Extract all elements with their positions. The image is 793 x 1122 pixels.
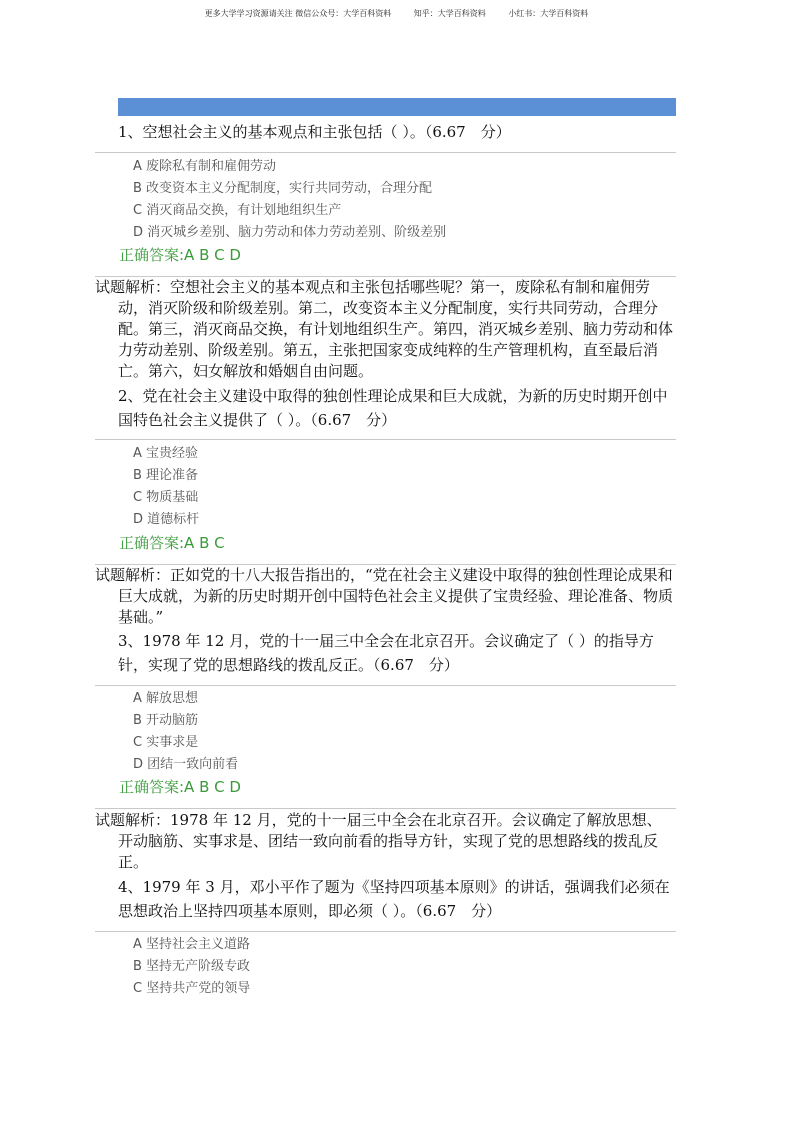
divider: [95, 439, 676, 440]
question-2-analysis: [95, 565, 675, 628]
divider: [95, 808, 676, 809]
question-3-option-a[interactable]: A 解放思想: [133, 691, 199, 706]
question-4-option-b[interactable]: B 坚持无产阶级专政: [133, 959, 251, 974]
question-1-option-a[interactable]: A 废除私有制和雇佣劳动: [133, 159, 277, 174]
question-1-title: 1、空想社会主义的基本观点和主张包括（ ）。（6.67 分）: [118, 123, 511, 141]
question-1-option-d[interactable]: D 消灭城乡差别、脑力劳动和体力劳动差别、阶级差别: [133, 225, 447, 240]
divider: [95, 685, 676, 686]
header-xiaohongshu: 小红书：大学百科资料: [508, 9, 589, 18]
question-2-answer: 正确答案:A B C: [119, 534, 225, 552]
header-zhihu: 知乎：大学百科资料: [413, 9, 486, 18]
question-3-option-c[interactable]: C 实事求是: [133, 735, 199, 750]
question-2-option-b[interactable]: B 理论准备: [133, 468, 199, 483]
question-1-answer: 正确答案:A B C D: [119, 246, 241, 264]
question-2-option-a[interactable]: A 宝贵经验: [133, 446, 199, 461]
question-3-option-b[interactable]: B 开动脑筋: [133, 713, 199, 728]
section-bar: [118, 98, 676, 116]
question-4-option-c[interactable]: C 坚持共产党的领导: [133, 981, 251, 996]
question-4-title: 4、1979 年 3 月，邓小平作了题为《坚持四项基本原则》的讲话，强调我们必须在思想政治上坚持四项基本原则，即必须（ ）。（6.67 分）: [118, 878, 670, 920]
question-1-analysis-text: 试题解析：空想社会主义的基本观点和主张包括哪些呢？第一，废除私有制和雇佣劳动，消灭阶级和阶级差别。第二，改变资本主义分配制度，实行共同劳动，合理分配。第三，消灭商品交换，有计划地组织生产。第四，消灭城乡差别、脑力劳动和体力劳动差别、阶级差别。第五，主张把国家变成纯粹的生产管理机构，直至最后消亡。第六，妇女解放和婚姻自由问题。: [95, 278, 674, 380]
divider: [95, 152, 676, 153]
divider: [95, 931, 676, 932]
question-4-option-a[interactable]: A 坚持社会主义道路: [133, 937, 251, 952]
question-1-analysis: [95, 277, 675, 382]
question-3-analysis: [95, 810, 675, 873]
question-1-option-c[interactable]: C 消灭商品交换，有计划地组织生产: [133, 203, 342, 218]
question-3-title: 3、1978 年 12 月，党的十一届三中全会在北京召开。会议确定了（ ）的指导方针，实现了党的思想路线的拨乱反正。（6.67 分）: [118, 632, 654, 674]
question-3-answer: 正确答案:A B C D: [119, 778, 241, 796]
question-2-title: 2、党在社会主义建设中取得的独创性理论成果和巨大成就，为新的历史时期开创中国特色社会主义提供了（ ）。（6.67 分）: [118, 387, 668, 429]
question-2-analysis-text: 试题解析：正如党的十八大报告指出的，“党在社会主义建设中取得的独创性理论成果和巨大成就，为新的历史时期开创中国特色社会主义提供了宝贵经验、理论准备、物质基础。”: [95, 566, 674, 626]
header-wechat: 更多大学学习资源请关注 微信公众号：大学百科资料: [204, 9, 392, 18]
question-2-option-d[interactable]: D 道德标杆: [133, 512, 200, 527]
question-3-analysis-text: 试题解析：1978 年 12 月，党的十一届三中全会在北京召开。会议确定了解放思想、开动脑筋、实事求是、团结一致向前看的指导方针，实现了党的思想路线的拨乱反正。: [95, 811, 662, 871]
question-3-option-d[interactable]: D 团结一致向前看: [133, 757, 239, 772]
question-1-option-b[interactable]: B 改变资本主义分配制度，实行共同劳动，合理分配: [133, 181, 433, 196]
page-header: [0, 8, 793, 19]
question-2-option-c[interactable]: C 物质基础: [133, 490, 199, 505]
